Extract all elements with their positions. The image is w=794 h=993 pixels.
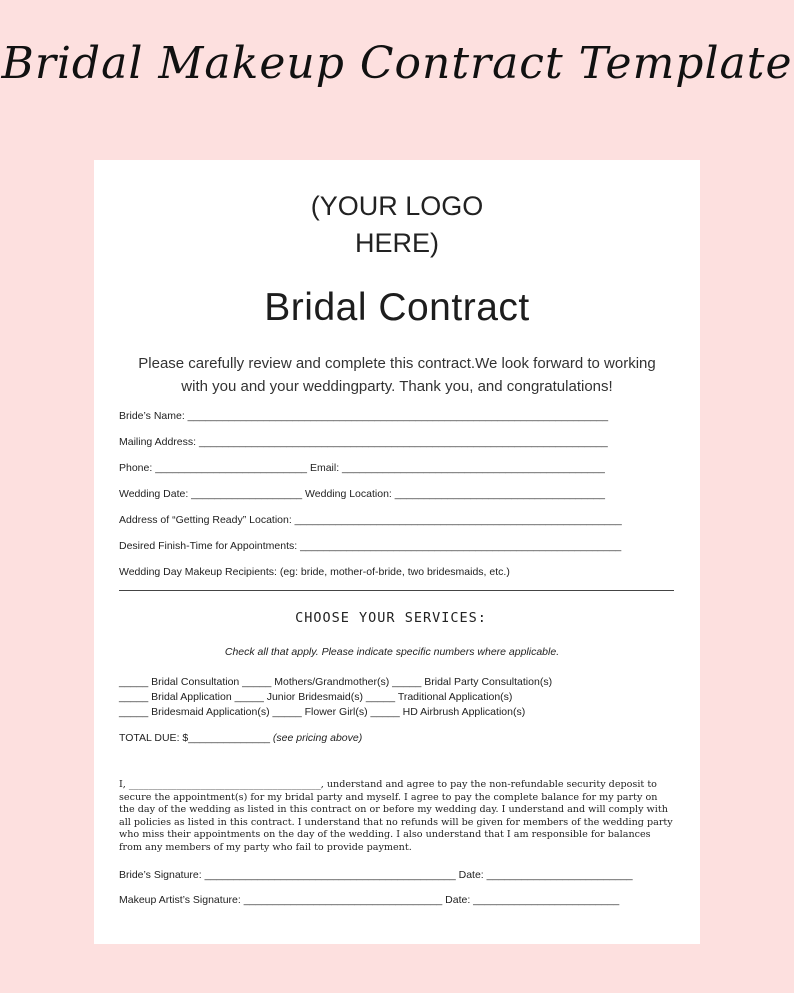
- logo-placeholder-line-2: HERE): [354, 228, 439, 258]
- services-heading: CHOOSE YOUR SERVICES:: [295, 610, 487, 626]
- phone-email-field: Phone: __________________________ Email: _____________________________________________: [119, 462, 605, 474]
- services-row-3: _____ Bridesmaid Application(s) _____ Flower Girl(s) _____ HD Airbrush Application(s): [119, 706, 526, 718]
- intro-paragraph: Please carefully review and complete this contract.We look forward to working with you and your weddingparty. Thank you, and congratulations!: [138, 355, 656, 395]
- total-due: [119, 732, 362, 744]
- getting-ready-address-field: Address of “Getting Ready” Location: ________________________________________________________: [119, 514, 622, 526]
- brides-name-field: Bride’s Name: ________________________________________________________________________: [119, 410, 609, 422]
- page-banner-title: Bridal Makeup Contract Template: [1, 38, 793, 89]
- bride-signature-line: Bride’s Signature: ___________________________________________ Date: _________________________: [119, 869, 633, 881]
- services-row-2: _____ Bridal Application _____ Junior Bridesmaid(s) _____ Traditional Application(s): [119, 691, 513, 703]
- mailing-address-field: Mailing Address: ______________________________________________________________________: [119, 436, 608, 448]
- recipients-answer-line: [119, 590, 674, 591]
- logo-placeholder: [94, 188, 700, 262]
- logo-placeholder-line-1: (YOUR LOGO: [310, 191, 484, 221]
- contract-sheet: [94, 160, 700, 944]
- services-row-1: _____ Bridal Consultation _____ Mothers/Grandmother(s) _____ Bridal Party Consultation(s): [119, 676, 553, 688]
- finish-time-field: Desired Finish-Time for Appointments: _______________________________________________________: [119, 540, 622, 552]
- services-instructions: Check all that apply. Please indicate specific numbers where applicable.: [224, 646, 560, 658]
- wedding-date-location-field: Wedding Date: ___________________ Wedding Location: ____________________________________: [119, 488, 605, 500]
- agreement-paragraph: I, ________________________________________, understand and agree to pay the non-refundable security deposit to secure the appointment(s) for my bridal party and myself. I agree to pay the complete balance for my party on the day of the wedding as listed in this contract on or before my wedding day. I understand and will comply with all policies as listed in this contract. I understand that no refunds will be given for members of the wedding party who miss their appointments on the day of the wedding. I also understand that I am responsible for balances from any members of my party who fail to provide payment.: [119, 779, 673, 853]
- contract-title: Bridal Contract: [264, 286, 530, 329]
- artist-signature-line: Makeup Artist’s Signature: __________________________________ Date: _________________________: [119, 894, 620, 906]
- makeup-recipients-field: Wedding Day Makeup Recipients: (eg: bride, mother-of-bride, two bridesmaids, etc.): [119, 566, 510, 578]
- total-due-note: (see pricing above): [272, 732, 363, 744]
- total-due-label: TOTAL DUE: $______________: [119, 732, 270, 744]
